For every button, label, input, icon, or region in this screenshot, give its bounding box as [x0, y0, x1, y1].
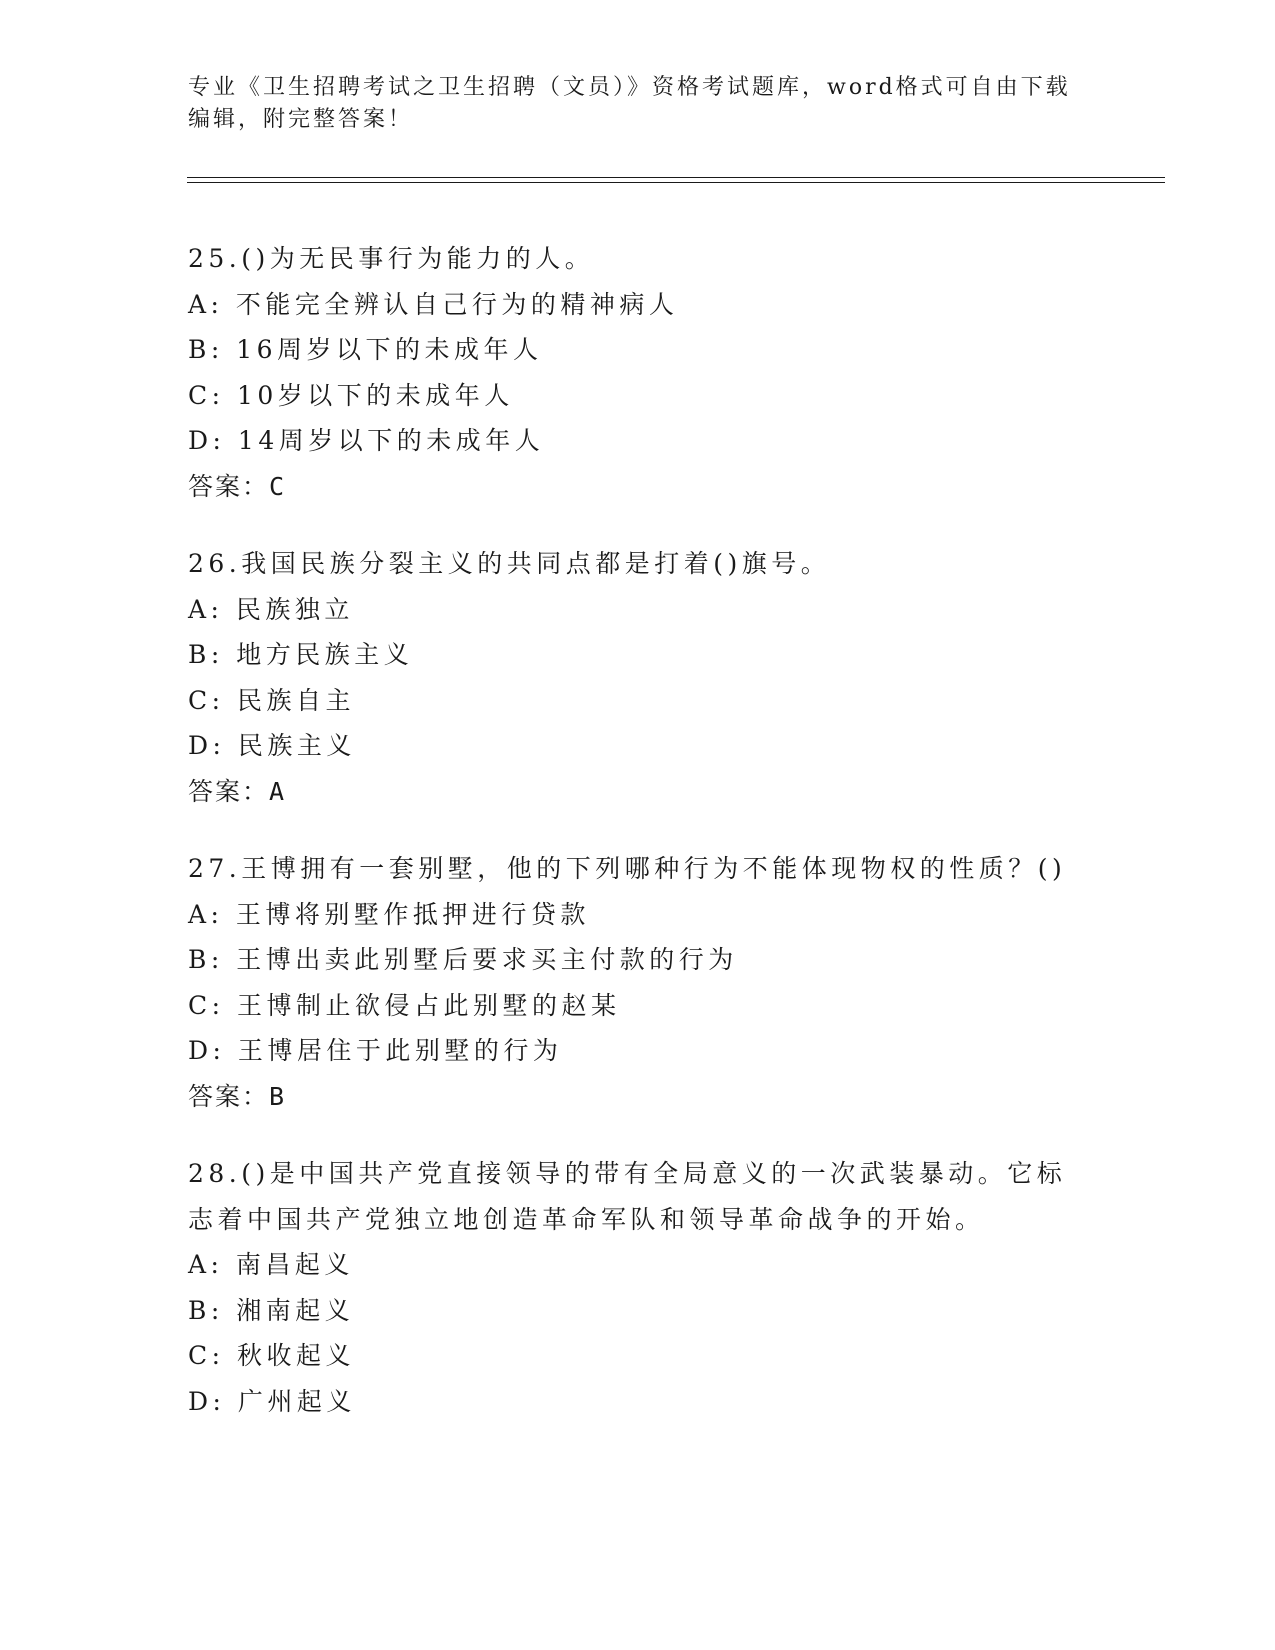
option-d: D: 14周岁以下的未成年人 — [188, 426, 545, 455]
question-27 — [188, 846, 1088, 1119]
answer-label: 答案： — [188, 1081, 270, 1111]
option-b: B: 16周岁以下的未成年人 — [188, 335, 543, 364]
option-c: C: 秋收起义 — [188, 1341, 355, 1370]
answer — [188, 769, 1088, 815]
question-title: 28.()是中国共产党直接领导的带有全局意义的一次武装暴动。它标志着中国共产党独立地创造革命军队和领导革命战争的开始。 — [188, 1159, 1067, 1234]
answer-value: A — [269, 776, 287, 806]
question-26 — [188, 541, 1088, 814]
answer-value: C — [269, 471, 287, 501]
header-divider-top — [187, 177, 1165, 178]
answer — [188, 464, 1088, 510]
option-a: A: 不能完全辨认自己行为的精神病人 — [188, 289, 679, 319]
option-c: C: 10岁以下的未成年人 — [188, 380, 514, 410]
option-b: B: 王博出卖此别墅后要求买主付款的行为 — [188, 945, 738, 974]
header-divider-bottom — [187, 182, 1165, 183]
option-a: A: 民族独立 — [188, 594, 354, 624]
option-c: C: 民族自主 — [188, 685, 355, 715]
question-title: 25.()为无民事行为能力的人。 — [188, 244, 595, 273]
answer-value: B — [269, 1081, 287, 1111]
answer — [188, 1074, 1088, 1120]
option-b: B: 湘南起义 — [188, 1295, 355, 1325]
answer-label: 答案： — [188, 471, 270, 501]
option-b: B: 地方民族主义 — [188, 640, 414, 669]
question-25 — [188, 236, 1088, 509]
question-28 — [188, 1151, 1088, 1424]
question-title: 26.我国民族分裂主义的共同点都是打着()旗号。 — [188, 549, 831, 578]
option-c: C: 王博制止欲侵占此别墅的赵某 — [188, 990, 621, 1020]
option-d: D: 广州起义 — [188, 1386, 356, 1416]
option-d: D: 民族主义 — [188, 731, 356, 760]
option-a: A: 王博将别墅作抵押进行贷款 — [188, 899, 590, 929]
answer-label: 答案： — [188, 776, 270, 806]
question-list — [188, 236, 1088, 1456]
option-d: D: 王博居住于此别墅的行为 — [188, 1036, 563, 1065]
document-header: 专业《卫生招聘考试之卫生招聘（文员）》资格考试题库，word格式可自由下载编辑，附完整答案！ — [188, 75, 1071, 132]
option-a: A: 南昌起义 — [188, 1250, 354, 1279]
question-title: 27.王博拥有一套别墅，他的下列哪种行为不能体现物权的性质？() — [188, 854, 1067, 883]
